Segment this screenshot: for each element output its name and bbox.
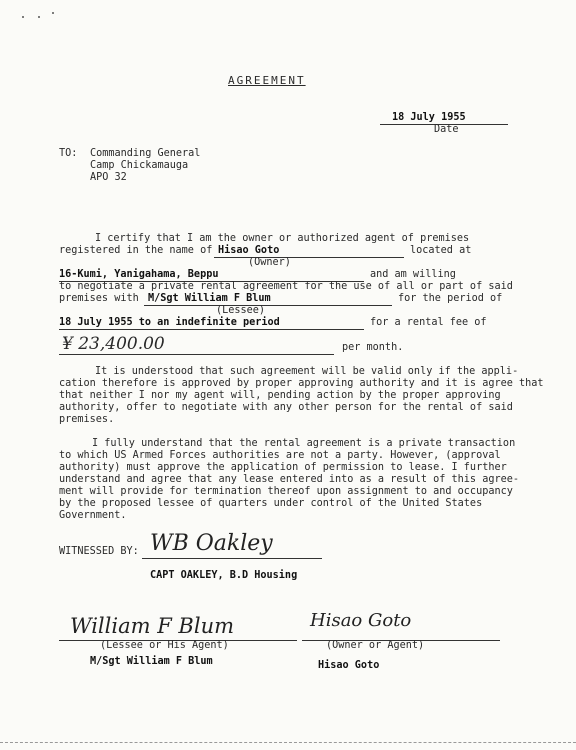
scan-edge xyxy=(0,742,576,744)
lessee-signature: William F Blum xyxy=(70,614,235,638)
witness-signature: WB Oakley xyxy=(150,531,273,556)
rental-period: 18 July 1955 to an indefinite period xyxy=(59,317,280,328)
to-line-3: APO 32 xyxy=(90,172,127,183)
para1-line3-post: and am willing xyxy=(370,269,456,280)
para1-line7-post: per month. xyxy=(342,342,404,353)
to-line-2: Camp Chickamauga xyxy=(90,160,189,171)
date-value: 18 July 1955 xyxy=(392,112,466,123)
lessee-typed-name: M/Sgt William F Blum xyxy=(90,656,213,667)
witness-label: WITNESSED BY: xyxy=(59,546,139,557)
lessee-caption: (Lessee) xyxy=(216,305,266,316)
para3-line1: I fully understand that the rental agreement is a private transaction xyxy=(92,438,516,449)
date-label: Date xyxy=(434,124,459,135)
para1-line5-pre: premises with xyxy=(59,293,139,304)
rental-fee: ¥ 23,400.00 xyxy=(62,334,165,354)
page-title: AGREEMENT xyxy=(228,74,306,87)
para3-line7: Government. xyxy=(59,510,127,521)
owner-caption: (Owner) xyxy=(248,257,291,268)
para3-line2: to which US Armed Forces authorities are not a party. However, (approval xyxy=(59,450,501,461)
para3-line4: understand and agree that any lease entered into as a result of this agree- xyxy=(59,474,520,485)
para2-line5: premises. xyxy=(59,414,115,425)
para1-line2-post: located at xyxy=(410,245,472,256)
owner-typed-name: Hisao Goto xyxy=(318,660,380,671)
lessee-name: M/Sgt William F Blum xyxy=(148,293,271,304)
para3-line6: by the proposed lessee of quarters under control of the United States xyxy=(59,498,483,509)
para1-line4: to negotiate a private rental agreement for the use of all or part of said xyxy=(59,281,513,292)
to-prefix: TO: xyxy=(59,148,78,159)
para3-line3: authority) must approve the application of permission to lease. I further xyxy=(59,462,507,473)
para1-line2-pre: registered in the name of xyxy=(59,245,213,256)
para2-line2: cation therefore is approved by proper approving authority and it is agree that xyxy=(59,378,544,389)
owner-name: Hisao Goto xyxy=(218,245,280,256)
to-line-1: Commanding General xyxy=(90,148,201,159)
lessee-caption-sig: (Lessee or His Agent) xyxy=(100,640,229,651)
witness-name: CAPT OAKLEY, B.D Housing xyxy=(150,570,298,581)
para1-line1: I certify that I am the owner or authorized agent of premises xyxy=(95,233,470,244)
para3-line5: ment will provide for termination thereof upon assignment to and occupancy xyxy=(59,486,513,497)
para1-line6-post: for a rental fee of xyxy=(370,317,487,328)
owner-caption-sig: (Owner or Agent) xyxy=(326,640,425,651)
para2-line4: authority, offer to negotiate with any other person for the rental of said xyxy=(59,402,513,413)
para2-line3: that neither I nor my agent will, pending action by the proper approving xyxy=(59,390,501,401)
owner-signature: Hisao Goto xyxy=(310,610,412,631)
para2-line1: It is understood that such agreement will be valid only if the appli- xyxy=(95,366,519,377)
premises-address: 16-Kumi, Yanigahama, Beppu xyxy=(59,269,219,280)
para1-line5-post: for the period of xyxy=(398,293,503,304)
